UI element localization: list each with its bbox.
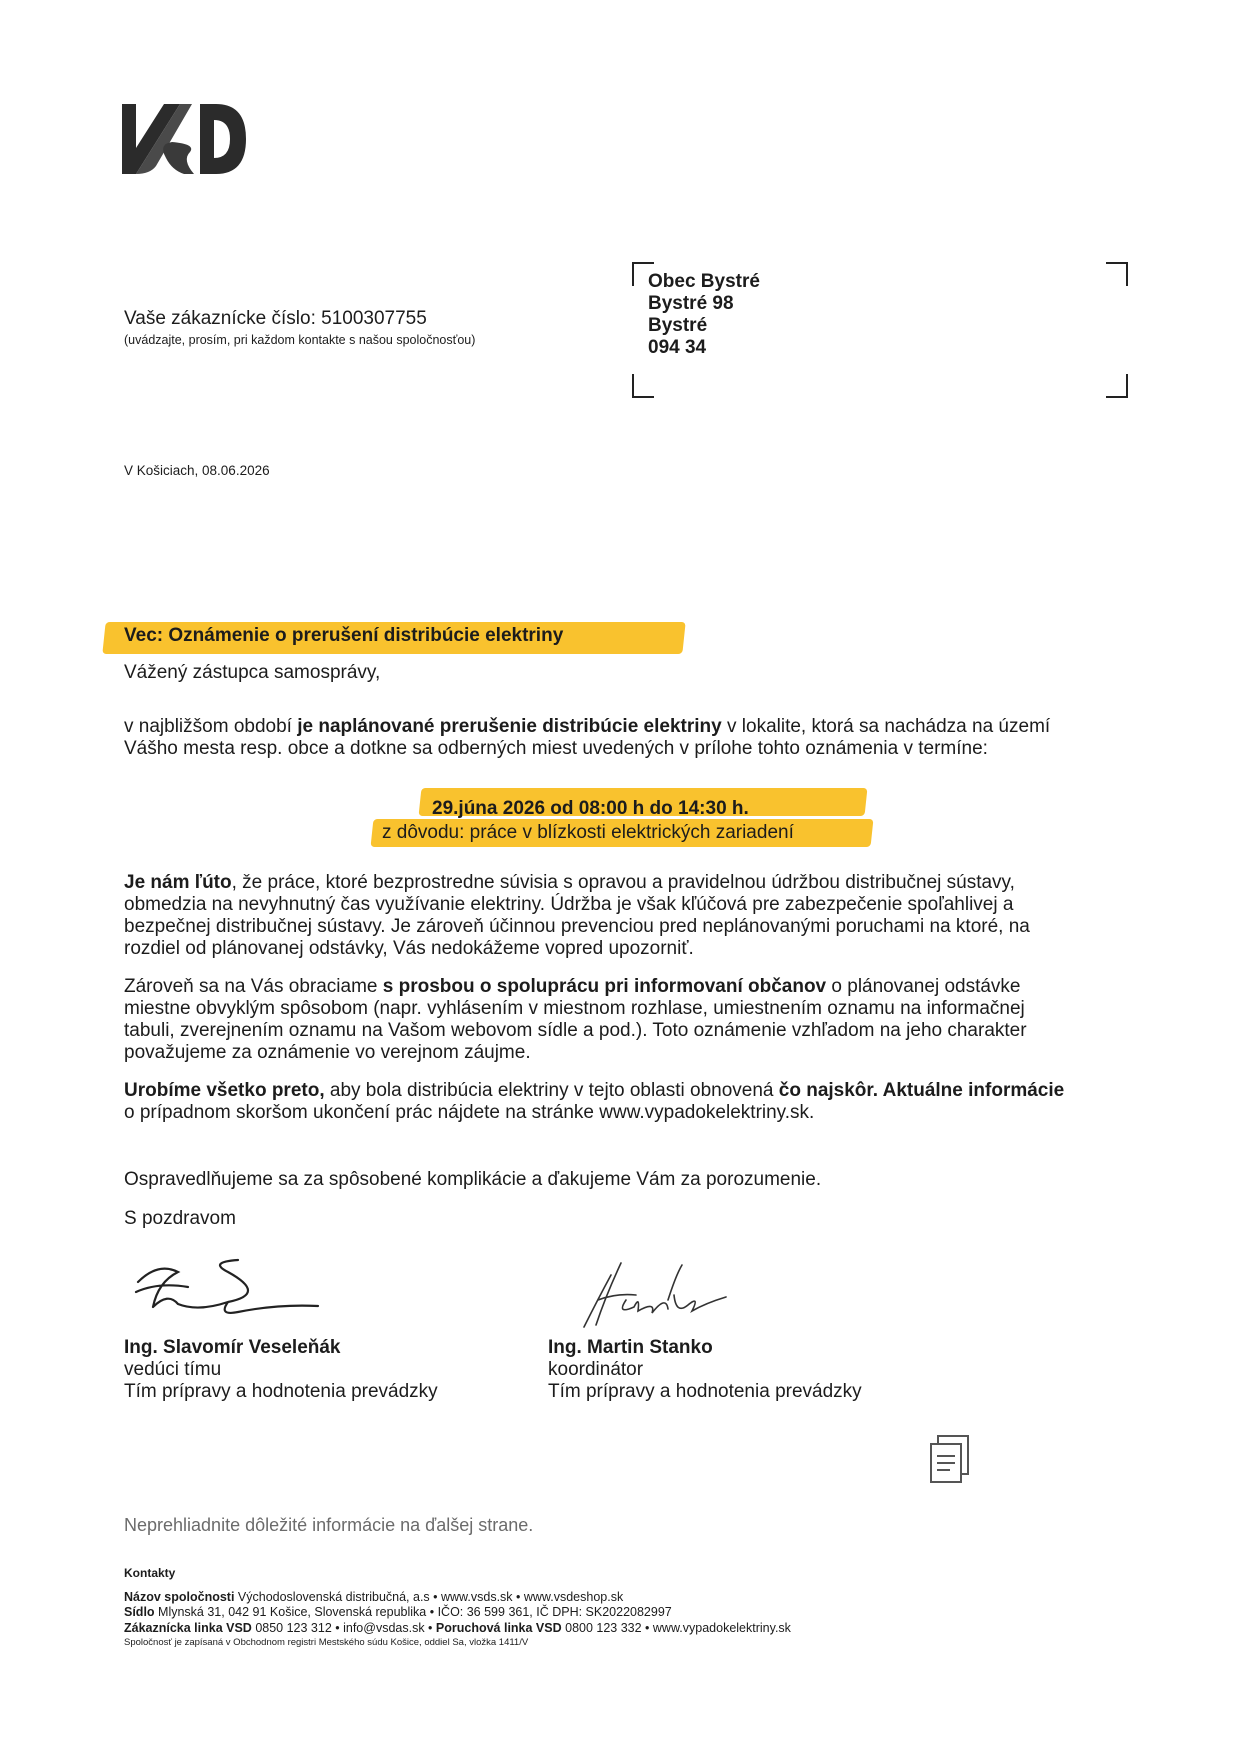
contacts-registry: Spoločnosť je zapísaná v Obchodnom registri Mestského súdu Košice, oddiel Sa, vložka 1411/V (124, 1637, 529, 1648)
address-bracket-bottom-left (632, 374, 654, 398)
recipient-address (648, 271, 760, 359)
contacts-company: Názov spoločnosti Východoslovenská distribučná, a.s • www.vsds.sk • www.vsdeshop.sk (124, 1590, 624, 1604)
vsd-logo (122, 104, 246, 174)
paragraph-apology: Je nám ľúto, že práce, ktoré bezprostredne súvisia s opravou a pravidelnou údržbou distribučnej sústavy, obmedzia na nevyhnutný čas využívanie elektriny. Údržba je však kľúčová pre zabezpečenie spoľahlivej a bezpečnej distribučnej sústavy. Je zároveň účinnou prevenciou pred neplánovanými poruchami na ktoré, na rozdiel od plánovanej odstávky, Vás nedokážeme vopred upozorniť. (124, 872, 1030, 959)
signer-stanko (548, 1337, 862, 1403)
recipient-city: Bystré (648, 315, 708, 336)
documents-icon (928, 1434, 972, 1486)
paragraph-announcement: v najbližšom období je naplánované prerušenie distribúcie elektriny v lokalite, ktorá sa nachádza na území Vášho mesta resp. obce a dotkne sa odberných miest uvedených v prílohe tohto oznámenia v termíne: (124, 716, 1051, 759)
contacts-phones: Zákaznícka linka VSD 0850 123 312 • info@vsdas.sk • Poruchová linka VSD 0800 123 332 • www.vypadokelektriny.sk (124, 1621, 791, 1635)
paragraph-cooperation: Zároveň sa na Vás obraciame s prosbou o spoluprácu pri informovaní občanov o plánovanej odstávke miestne obvyklým spôsobom (napr. vyhlásením v miestnom rozhlase, umiestnením oznamu na informačnej tabuli, zverejnením oznamu na Vašom webovom sídle a pod.). Toto oznámenie vzhľadom na jeho charakter považujeme za oznámenie vo verejnom záujme. (124, 976, 1027, 1063)
next-page-notice: Neprehliadnite dôležité informácie na ďalšej strane. (124, 1515, 534, 1535)
contacts-heading: Kontakty (124, 1566, 176, 1580)
customer-number: Vaše zákaznícke číslo: 5100307755 (124, 308, 427, 329)
customer-number-note: (uvádzajte, prosím, pri každom kontakte s našou spoločnosťou) (124, 333, 476, 347)
recipient-zip: 094 34 (648, 337, 707, 358)
subject-line: Vec: Oznámenie o prerušení distribúcie elektriny (124, 625, 564, 646)
signer-team: Tím prípravy a hodnotenia prevádzky (548, 1381, 862, 1402)
paragraph-thanks: Ospravedlňujeme sa za spôsobené komplikácie a ďakujeme Vám za porozumenie. (124, 1169, 822, 1190)
address-bracket-bottom-right (1106, 374, 1128, 398)
outage-term: 29.júna 2026 od 08:00 h do 14:30 h. (432, 798, 749, 819)
signer-name: Ing. Martin Stanko (548, 1337, 713, 1358)
date-line: V Košiciach, 08.06.2026 (124, 463, 270, 478)
address-bracket-top-right (1106, 262, 1128, 286)
outage-reason: z dôvodu: práce v blízkosti elektrických zariadení (382, 822, 794, 843)
signature-veselenak (128, 1252, 328, 1342)
recipient-street: Bystré 98 (648, 293, 734, 314)
greeting: Vážený zástupca samosprávy, (124, 662, 381, 683)
signer-name: Ing. Slavomír Veseleňák (124, 1337, 341, 1358)
signer-role: vedúci tímu (124, 1359, 222, 1380)
contacts-address: Sídlo Mlynská 31, 042 91 Košice, Slovenská republika • IČO: 36 599 361, IČ DPH: SK2022082997 (124, 1605, 672, 1619)
closing: S pozdravom (124, 1208, 236, 1229)
recipient-name: Obec Bystré (648, 271, 760, 292)
signer-veselenak (124, 1337, 438, 1403)
paragraph-restoration: Urobíme všetko preto, aby bola distribúcia elektriny v tejto oblasti obnovená čo najskôr. Aktuálne informácie o prípadnom skoršom ukončení prác nájdete na stránke www.vypadokelektriny.sk. (124, 1080, 1065, 1123)
signer-team: Tím prípravy a hodnotenia prevádzky (124, 1381, 438, 1402)
signature-stanko (576, 1255, 776, 1345)
signer-role: koordinátor (548, 1359, 644, 1380)
